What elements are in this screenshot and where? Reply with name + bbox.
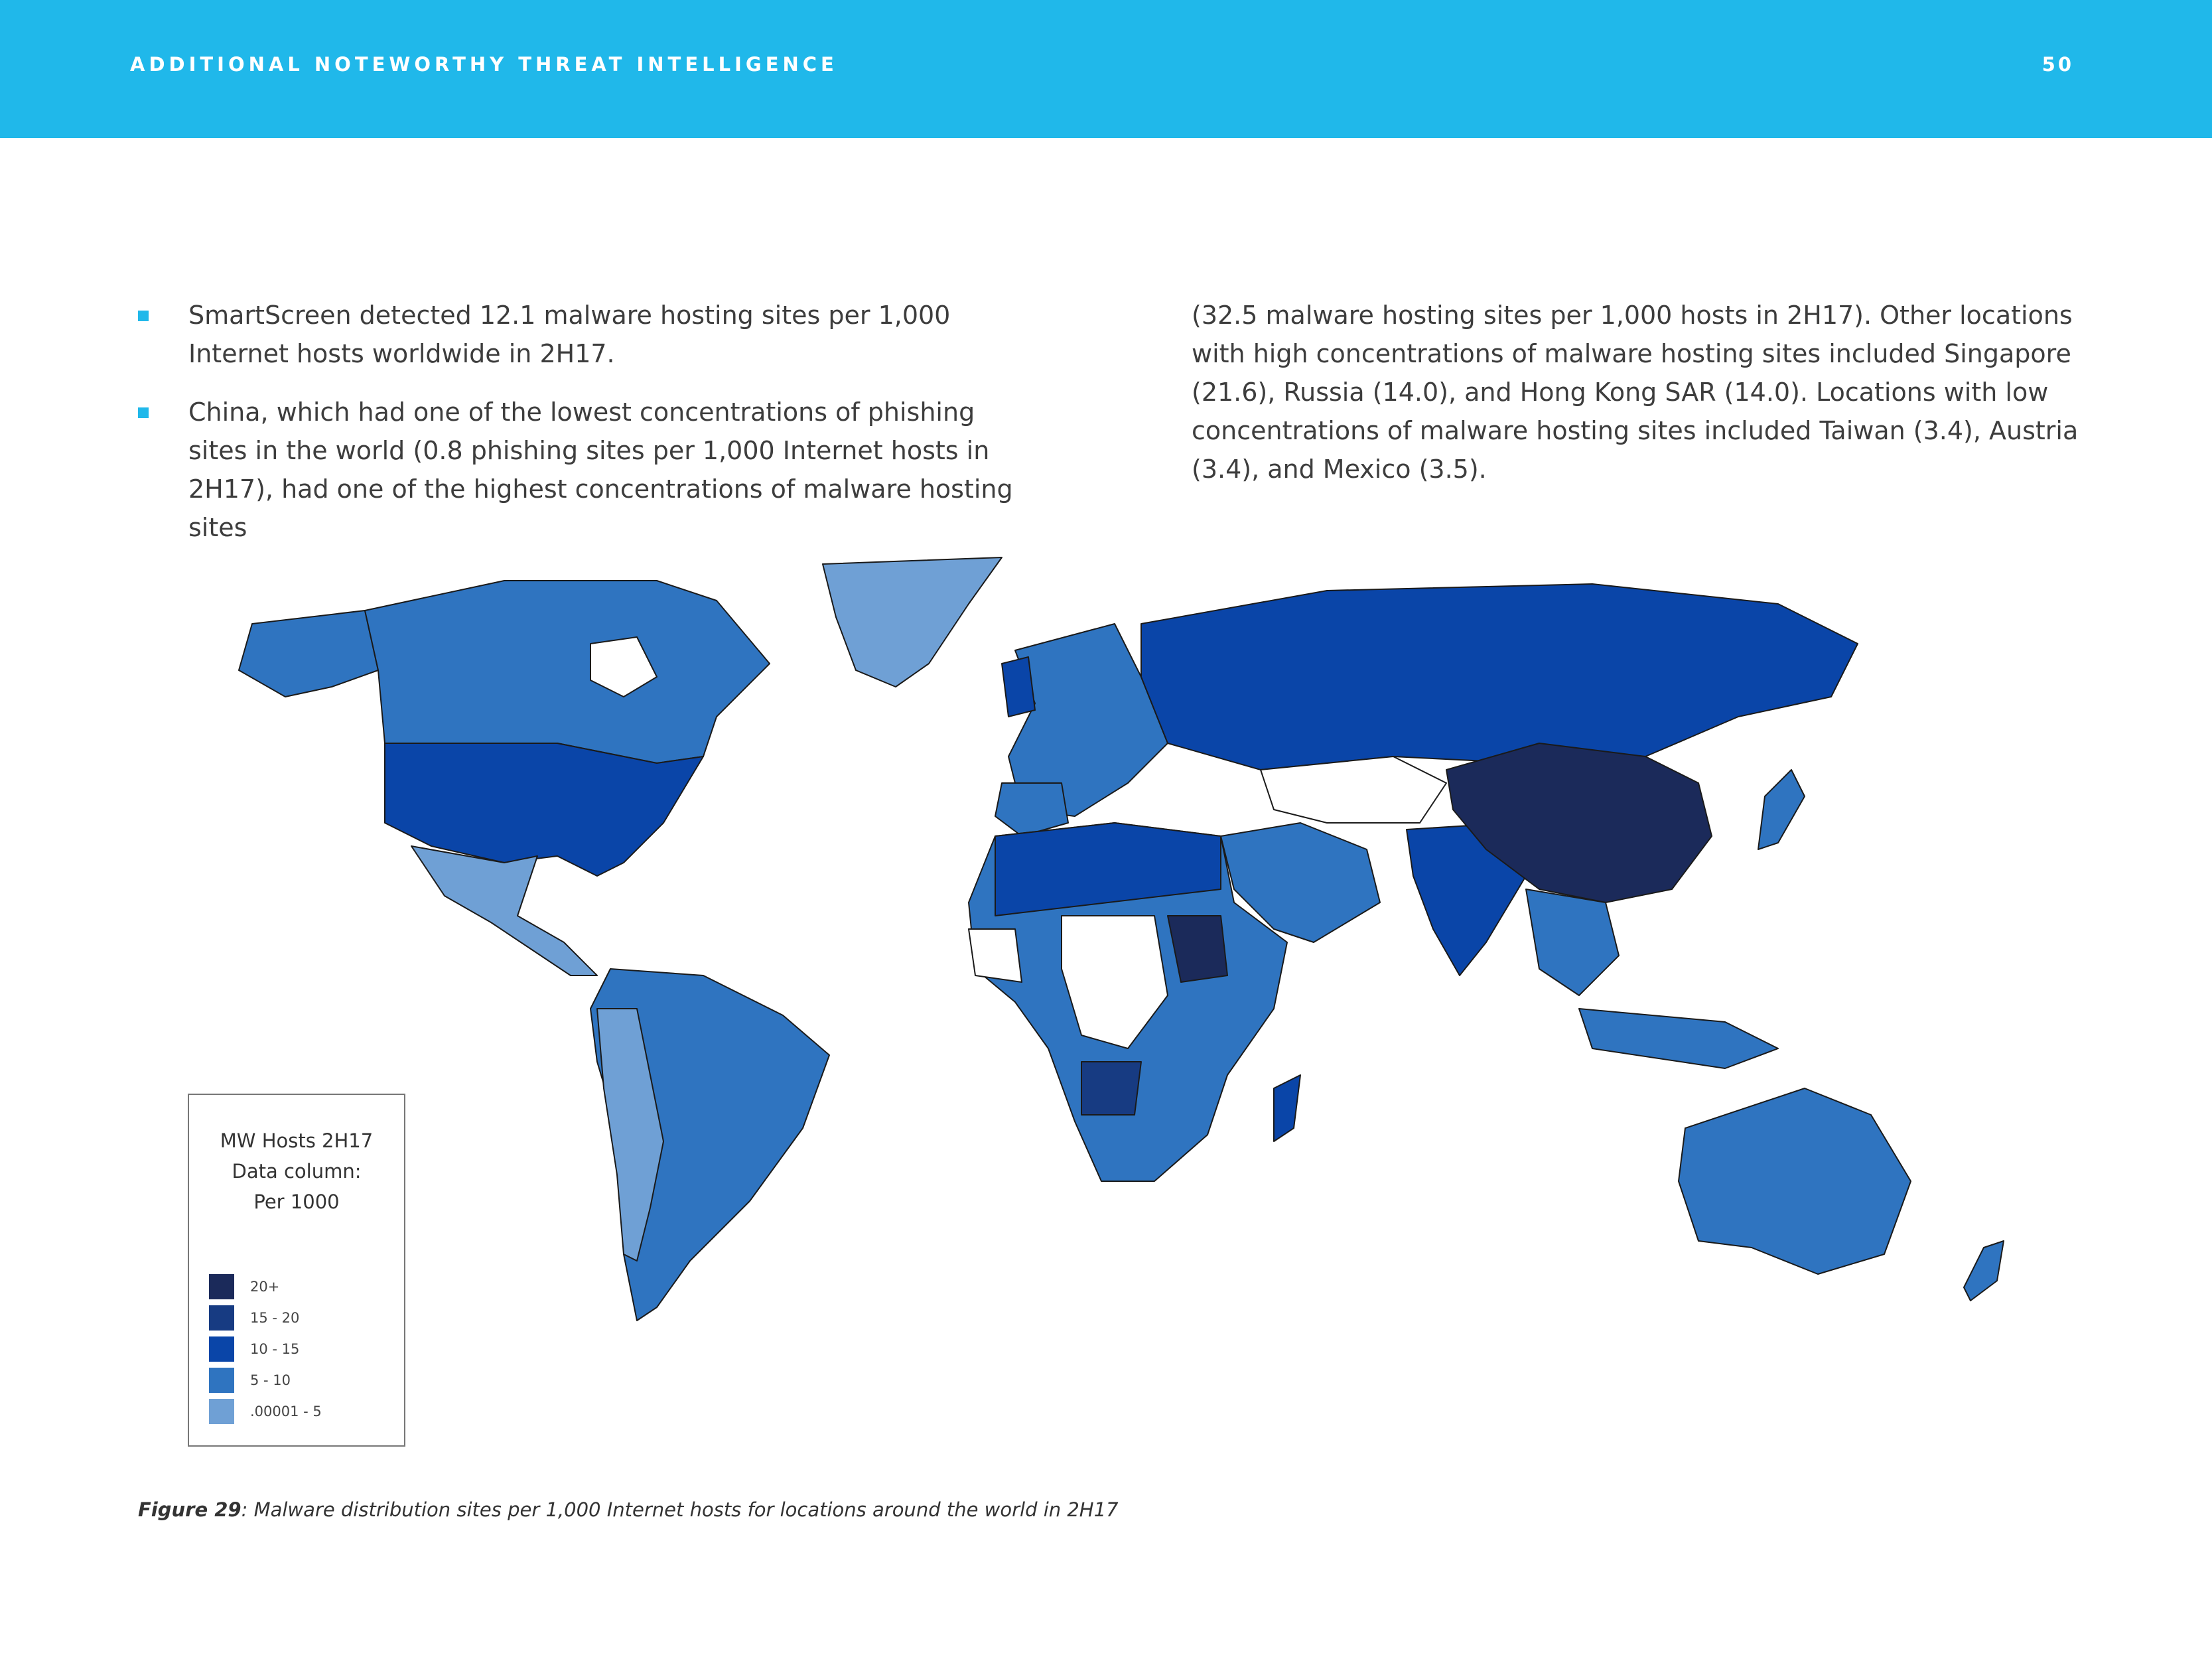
figure-caption-text: : Malware distribution sites per 1,000 Internet hosts for locations around the world in 2H17 xyxy=(241,1498,1119,1521)
world-choropleth-map xyxy=(133,544,2097,1453)
alaska-region xyxy=(239,611,378,697)
legend-swatch xyxy=(209,1368,234,1393)
madagascar-region xyxy=(1274,1075,1300,1141)
bullet-item xyxy=(138,296,1034,373)
australia-region xyxy=(1679,1088,1911,1274)
figure-caption xyxy=(138,1498,1119,1521)
bullet-text: China, which had one of the lowest concentrations of phishing sites in the world (0.8 phishing sites per 1,000 Internet hosts in 2H17), had one of the highest concentrations of malware hosting sites xyxy=(188,397,1013,542)
legend-label: 15 - 20 xyxy=(250,1309,300,1326)
greenland-region xyxy=(823,557,1002,687)
legend-label: .00001 - 5 xyxy=(250,1403,322,1419)
legend-row xyxy=(209,1396,322,1427)
iberia-region xyxy=(995,783,1068,836)
legend-title-line: Per 1000 xyxy=(253,1190,340,1213)
legend-swatch xyxy=(209,1399,234,1424)
legend-label: 20+ xyxy=(250,1278,280,1295)
se-asia-region xyxy=(1526,889,1619,995)
map-legend xyxy=(188,1094,405,1447)
bullet-item xyxy=(138,393,1034,547)
central-asia-nodata xyxy=(1261,757,1446,823)
canada-region xyxy=(365,581,770,763)
legend-row xyxy=(209,1271,322,1302)
legend-label: 5 - 10 xyxy=(250,1372,291,1388)
legend-swatch xyxy=(209,1274,234,1299)
bullet-square-icon xyxy=(138,311,149,321)
body-left-column xyxy=(138,296,1034,567)
continuation-text: (32.5 malware hosting sites per 1,000 hosts in 2H17). Other locations with high concentrations of malware hosting sites included Singapore (21.6), Russia (14.0), and Hong Kong SAR (14.0). Locations with low concentrations of malware hosting sites included Taiwan (3.4), Austria (3.4), and Mexico (3.5). xyxy=(1192,301,2079,484)
legend-title xyxy=(189,1125,404,1217)
legend-rows xyxy=(209,1271,322,1427)
west-africa-nodata xyxy=(969,929,1022,982)
legend-title-line: Data column: xyxy=(232,1160,362,1183)
figure-label: Figure 29 xyxy=(138,1498,242,1521)
indonesia-region xyxy=(1579,1009,1778,1068)
legend-swatch xyxy=(209,1336,234,1362)
japan-region xyxy=(1758,770,1805,849)
legend-title-line: MW Hosts 2H17 xyxy=(220,1129,374,1152)
bullet-square-icon xyxy=(138,407,149,418)
legend-label: 10 - 15 xyxy=(250,1340,300,1357)
legend-row xyxy=(209,1302,322,1333)
legend-row xyxy=(209,1333,322,1364)
legend-row xyxy=(209,1364,322,1396)
page-header xyxy=(0,0,2212,138)
angola-region xyxy=(1081,1062,1141,1115)
new-zealand-region xyxy=(1964,1241,2004,1301)
bullet-text: SmartScreen detected 12.1 malware hosting sites per 1,000 Internet hosts worldwide in 2H17. xyxy=(188,301,951,368)
uk-region xyxy=(1002,657,1035,717)
body-right-column xyxy=(1192,296,2081,488)
page-number: 50 xyxy=(2041,53,2074,76)
legend-swatch xyxy=(209,1305,234,1331)
mexico-region xyxy=(411,846,597,975)
section-title: ADDITIONAL NOTEWORTHY THREAT INTELLIGENCE xyxy=(130,53,838,76)
russia-region xyxy=(1141,584,1858,770)
